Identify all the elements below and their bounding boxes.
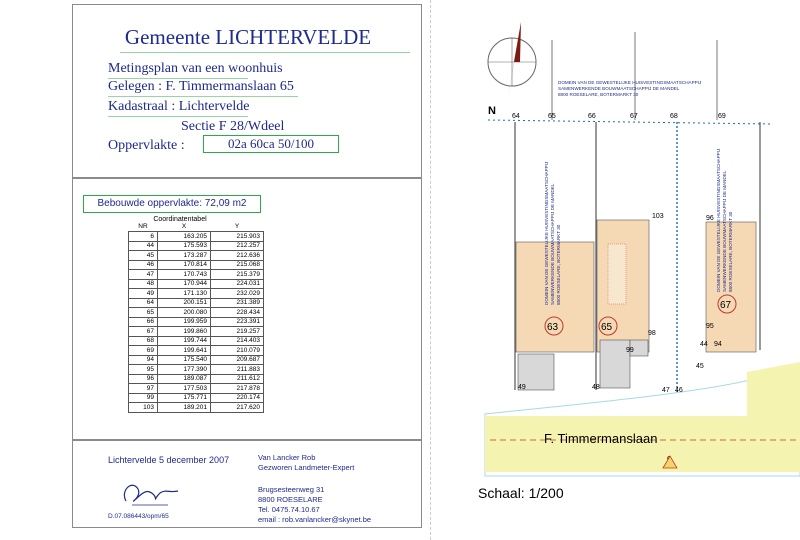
point-number: 94 <box>129 355 158 365</box>
y-coordinate: 228.434 <box>211 308 264 318</box>
point-number: 95 <box>129 365 158 375</box>
svg-text:8800 ROESELARE, BOTERMARKT 30: 8800 ROESELARE, BOTERMARKT 30 <box>728 211 733 292</box>
svg-text:46: 46 <box>675 387 683 394</box>
surveyor-title: Gezworen Landmeter-Expert <box>258 463 355 472</box>
surveyor-address: Brugsesteenweg 31 <box>258 485 325 494</box>
x-coordinate: 177.390 <box>158 365 211 375</box>
x-coordinate: 171.130 <box>158 289 211 299</box>
coordinate-row <box>129 317 264 327</box>
svg-text:99: 99 <box>626 347 634 354</box>
y-coordinate: 212.257 <box>211 241 264 251</box>
x-coordinate: 175.540 <box>158 355 211 365</box>
coordinate-row <box>129 298 264 308</box>
place-date: Lichtervelde 5 december 2007 <box>108 455 230 465</box>
coordinate-row <box>129 374 264 384</box>
site-plan <box>430 0 800 540</box>
coordinate-row <box>129 384 264 394</box>
svg-text:SAMENWERKENDE BOUWMAATSCHAPPIJ: SAMENWERKENDE BOUWMAATSCHAPPIJ DE MANDEL <box>722 170 727 292</box>
x-coordinate: 163.205 <box>158 232 211 242</box>
svg-text:96: 96 <box>706 215 714 222</box>
owner-note-right <box>716 149 733 292</box>
title-block <box>72 4 422 178</box>
x-coordinate: 199.641 <box>158 346 211 356</box>
point-number: 48 <box>129 279 158 289</box>
svg-text:95: 95 <box>706 323 714 330</box>
document-reference: D.07.086443/opm/65 <box>108 513 169 520</box>
coordinate-row <box>129 279 264 289</box>
x-coordinate: 175.593 <box>158 241 211 251</box>
header-y: Y <box>234 223 240 230</box>
document-type: Metingsplan van een woonhuis <box>108 61 283 76</box>
coordinate-row <box>129 232 264 242</box>
coordinate-row <box>129 355 264 365</box>
cadastral-section: Sectie F 28/Wdeel <box>181 119 285 134</box>
svg-text:48: 48 <box>592 384 600 391</box>
coordinate-row <box>129 251 264 261</box>
x-coordinate: 173.287 <box>158 251 211 261</box>
owner-note-left <box>544 162 561 305</box>
y-coordinate: 224.031 <box>211 279 264 289</box>
coordinate-row <box>129 241 264 251</box>
point-number: 97 <box>129 384 158 394</box>
point-number: 69 <box>129 346 158 356</box>
cadastre: Kadastraal : Lichtervelde <box>108 99 250 114</box>
point-number: 103 <box>129 403 158 413</box>
svg-text:44: 44 <box>700 341 708 348</box>
location: Gelegen : F. Timmermanslaan 65 <box>108 79 294 94</box>
house-number-63: 63 <box>547 322 559 333</box>
y-coordinate: 220.174 <box>211 393 264 403</box>
y-coordinate: 215.068 <box>211 260 264 270</box>
signature-block <box>72 440 422 528</box>
x-coordinate: 200.151 <box>158 298 211 308</box>
surveyor-phone: Tel. 0475.74.10.67 <box>258 505 320 514</box>
y-coordinate: 232.029 <box>211 289 264 299</box>
y-coordinate: 211.612 <box>211 374 264 384</box>
y-coordinate: 214.403 <box>211 336 264 346</box>
point-number: 67 <box>129 327 158 337</box>
svg-text:98: 98 <box>648 330 656 337</box>
coordinate-row <box>129 393 264 403</box>
y-coordinate: 217.620 <box>211 403 264 413</box>
point-number: 47 <box>129 270 158 280</box>
area-value: 02a 60ca 50/100 <box>203 135 339 153</box>
point-number: 99 <box>129 393 158 403</box>
coordinate-row <box>129 260 264 270</box>
x-coordinate: 177.503 <box>158 384 211 394</box>
svg-text:8800 ROESELARE, BOTERMARKT 30: 8800 ROESELARE, BOTERMARKT 30 <box>558 92 639 97</box>
x-coordinate: 199.860 <box>158 327 211 337</box>
svg-text:8800 ROESELARE, BOTERMARKT 30: 8800 ROESELARE, BOTERMARKT 30 <box>556 224 561 305</box>
svg-text:68: 68 <box>670 113 678 120</box>
header-x: X <box>181 223 187 230</box>
x-coordinate: 175.771 <box>158 393 211 403</box>
x-coordinate: 170.814 <box>158 260 211 270</box>
municipality-title: Gemeente LICHTERVELDE <box>124 25 372 49</box>
underline <box>108 96 298 97</box>
svg-text:66: 66 <box>588 113 596 120</box>
svg-text:67: 67 <box>630 113 638 120</box>
svg-text:SAMENWERKENDE BOUWMAATSCHAPPIJ: SAMENWERKENDE BOUWMAATSCHAPPIJ DE MANDEL <box>550 183 555 305</box>
y-coordinate: 215.379 <box>211 270 264 280</box>
svg-text:49: 49 <box>518 384 526 391</box>
x-coordinate: 199.744 <box>158 336 211 346</box>
x-coordinate: 170.743 <box>158 270 211 280</box>
svg-text:103: 103 <box>652 213 664 220</box>
x-coordinate: 170.944 <box>158 279 211 289</box>
coordinate-table <box>128 222 264 413</box>
y-coordinate: 217.878 <box>211 384 264 394</box>
rear-boundary <box>488 120 770 124</box>
svg-text:65: 65 <box>548 113 556 120</box>
point-number: 6 <box>129 232 158 242</box>
coordinate-row <box>129 336 264 346</box>
svg-text:69: 69 <box>718 113 726 120</box>
coordinate-table-title: Coordinatentabel <box>153 216 207 223</box>
built-area: Bebouwde oppervlakte: 72,09 m2 <box>83 195 261 213</box>
svg-text:64: 64 <box>512 113 520 120</box>
north-label: N <box>488 105 496 117</box>
y-coordinate: 215.903 <box>211 232 264 242</box>
title-underline <box>120 52 410 53</box>
x-coordinate: 189.201 <box>158 403 211 413</box>
point-number: 49 <box>129 289 158 299</box>
point-number: 45 <box>129 251 158 261</box>
y-coordinate: 219.257 <box>211 327 264 337</box>
y-coordinate: 211.883 <box>211 365 264 375</box>
surveyor-email: email : rob.vanlancker@skynet.be <box>258 515 372 524</box>
street-name: F. Timmermanslaan <box>544 431 658 446</box>
coordinate-row <box>129 403 264 413</box>
coordinate-row <box>129 365 264 375</box>
building-63 <box>516 242 594 352</box>
signature-image <box>118 471 188 511</box>
svg-text:DOMEIN VAN DE GEWESTELIJKE HUI: DOMEIN VAN DE GEWESTELIJKE HUISVESTINGSMAATSCHAPPIJ <box>716 148 721 292</box>
coordinate-row <box>129 308 264 318</box>
coordinate-row <box>129 346 264 356</box>
y-coordinate: 209.687 <box>211 355 264 365</box>
y-coordinate: 210.079 <box>211 346 264 356</box>
svg-text:DOMEIN VAN DE GEWESTELIJKE HUI: DOMEIN VAN DE GEWESTELIJKE HUISVESTINGSMAATSCHAPPIJ <box>558 80 702 85</box>
point-number: 66 <box>129 317 158 327</box>
svg-text:DOMEIN VAN DE GEWESTELIJKE HUI: DOMEIN VAN DE GEWESTELIJKE HUISVESTINGSMAATSCHAPPIJ <box>544 161 549 305</box>
coordinate-row <box>129 289 264 299</box>
svg-text:47: 47 <box>662 387 670 394</box>
coordinate-table-header <box>129 222 264 232</box>
area-label: Oppervlakte : <box>108 138 185 153</box>
point-number: 96 <box>129 374 158 384</box>
scale-label: Schaal: 1/200 <box>478 485 564 501</box>
y-coordinate: 231.389 <box>211 298 264 308</box>
x-coordinate: 199.959 <box>158 317 211 327</box>
coordinate-row <box>129 270 264 280</box>
surveyor-city: 8800 ROESELARE <box>258 495 323 504</box>
header-nr: NR <box>138 223 148 230</box>
x-coordinate: 200.080 <box>158 308 211 318</box>
house-number-67: 67 <box>720 300 732 311</box>
x-coordinate: 189.087 <box>158 374 211 384</box>
y-coordinate: 223.391 <box>211 317 264 327</box>
owner-note-top <box>558 80 701 97</box>
underline <box>108 116 248 117</box>
point-number: 68 <box>129 336 158 346</box>
point-number: 44 <box>129 241 158 251</box>
point-number: 65 <box>129 308 158 318</box>
house-number-65: 65 <box>601 322 613 333</box>
svg-text:94: 94 <box>714 341 722 348</box>
north-arrow-icon <box>488 22 536 117</box>
svg-text:45: 45 <box>696 363 704 370</box>
point-number: 64 <box>129 298 158 308</box>
point-number: 46 <box>129 260 158 270</box>
surveyor-info <box>258 453 371 525</box>
coordinate-row <box>129 327 264 337</box>
surveyor-name: Van Lancker Rob <box>258 453 316 462</box>
svg-text:SAMENWERKENDE BOUWMAATSCHAPPIJ: SAMENWERKENDE BOUWMAATSCHAPPIJ DE MANDEL <box>558 86 680 91</box>
y-coordinate: 212.636 <box>211 251 264 261</box>
